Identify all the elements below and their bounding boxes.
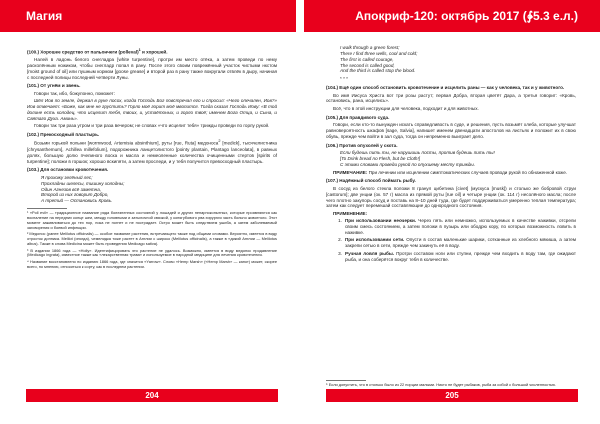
list-item: 3. Ручная ловля рыбы. Протри составом ноги или ступни, прежде чем входить в воду там, где ожидают рыба, и она соберётся вокруг тебя в количестве. — [338, 250, 576, 262]
footnote-1: ¹ «Poll evil» — традиционное название ряда болезненных состояний у лошадей и других непарнокопытных, которые проявляются как воспаление на передних конце шеи, между головными и затылочной связкой, у конягубового рва хирургия часть больно животного. Этот момент заживливаться до тех пор, пока не погнет и не пострадает. Остро может быть следствием ушиба, а затем заболеваемый заговорения и боевой инфекции. — [27, 210, 277, 230]
right-page-content — [326, 45, 576, 264]
footnote-3: ³ В издании 1866 года — «Holly». Идентифицировать это растение не удалось. Возможно, имеется в виду медонос продавление (Medicago ingrata), известное также как «лекарственная трава» и используемое в народной медицине для лечения кровотечения. — [27, 247, 277, 258]
section-104-text-1: Во имя Иисуса Христа вот три розы растут; первая Добра, вторая цветёт Дара, а третья говорит: «Кровь, остановись, рана, исцелись». — [326, 92, 576, 104]
section-100-text: Налей в ладонь белого снегладра [white turpentine], протри им место отёка, а затем проведи по нему расколённым ножиком, чтобы снегладр попал в рану. После этого своим поврежённый участок чистыми нкстом [moist ground of oil] или пушным кормом [goose grease] и второй раз в рану также вокругали отвлёк в дыру, начиная с последней полицы последней четверти Луны. — [27, 56, 277, 80]
right-footnote-block — [326, 376, 576, 388]
footnote-divider — [326, 380, 366, 381]
section-102-text: Возьми горькой полыни [wormwood, Artemisia absinthium], руты [rue, Ruta] медоноса$^2$ [medick], тысячелистника [chrysanthemum], Achillea millefolium], подорожника ланцетолистого [pointy plantain, Plantago lanceolata], в равных долях, большую долю пчелиного воска и масла и немеоленные количества очищенными стертов [spirits of turpentine]; положи в горшок; хорошо вскипяти, а затем проследи, и у тебя получится превосходный пластырь. — [27, 139, 277, 164]
footnote-4: ⁴ Название восстановлено по изданию 1866 года, где значится «Yarrow». Слово «Hemp Marsh» («Hemp Marsh» — канот) может, скорее всего, по мнению, относиться к сорту, как в последнем растении. — [27, 258, 277, 269]
section-103-title: (103.) Для остановки кровотечения. — [27, 167, 109, 173]
left-page-header — [0, 0, 296, 32]
section-103-poem: Я прохожу зелёный лес; Прохладны шелесы, тишину холодны; Один Агнезов всё заметна, Второй из них говорит Добро, А третий — Остановись Кровь. — [41, 174, 125, 204]
section-104-text-2: Всё, что в этой инструкции для человека, подходит и для животных. — [333, 105, 479, 111]
right-page-header — [304, 0, 600, 32]
section-105-title: (105.) Для правдивого суда. — [326, 114, 390, 120]
left-page-number: 204 — [26, 389, 278, 402]
right-header-title: Апокриф-120: октябрь 2017 (∳5.3 е.л.) — [355, 9, 578, 23]
right-page-number: 205 — [326, 389, 578, 402]
english-poem: I walk through a green forest; There I find three wells, cool and cold; The first is called courage, The second is called good, And the third is called stop the blood. — [340, 45, 418, 74]
footnote-2: ² Медонос (ранее Melilotus officinalis) — особое название растения, встречающего также под общими словами. Вероятно, имеется в виду отросток донника. Melilot (иногда), чемелидка тоже растет в Англии с широко (Melilotus officinalis), а также в «дикий Англии — Melilotus albus). Также в слова Medicina может быть проведения Medicago sativa). — [27, 231, 277, 247]
left-page-content — [27, 45, 277, 271]
section-106-charm: Если будешь пить ты, не нарушишь посты, против будешь пить ты! [To Drink bread no Flesh, but be Cloth!] С этими словами проведи рукой по опухшему месту трижды. — [340, 150, 495, 167]
section-101-charm: Шёл Иов по земле, держал в руке посох, когда Господь Бог повстречал его и спросил: «Чего опечален, Иов?» Иов отвечает: «Боже, как мне не грустить? Горло моё горит моё мвопится. Тогда сказал Господь Иову: «В той долине есть колодец, что исцелит тебя, твоих, и, устаётоных, и горло твоё; именем Бога Отца, и Сына, и Святаго Духа. Аминь». — [27, 98, 277, 121]
section-106-note: ПРИМЕЧАНИЕ: При лечении или исцелении симптоматических случаев проводи рукой по обнаженной коже. — [333, 169, 568, 175]
section-107-label: ПРИМЕНЕНИЕ: — [333, 210, 368, 216]
section-105-text: Говори, если кто-то вынужден искать справедливость в суде, и решения, пусть возьмёт хлеба, которые улучшат равновероятность шкафов [sage, Salvia], напишет именем двенадцати апостолов на листьях и положит их в свою обувь, прежде чем войти в зал суда, тогда он непременно выиграет дело. — [326, 122, 576, 139]
section-100-title: (100.) Хорошее средство от пальончеги (polleval)$^1$ и хорошей. — [27, 48, 168, 55]
list-item: 1. При использовании неочерки. Через пять или немножко, используемых в качестве наживки, отсрели своим смесь состоянием, а затем положи в пузырь или ободрю кору, по которых возможность ловить в наживке. — [338, 218, 576, 235]
footnote-5: ⁵ Если допустить, что в столько было из 22 порции малыми. Никто не будет рыбаков, рыба за собой с большой численностью. — [326, 382, 557, 387]
section-104-title: (104.) Ещё один способ остановить кровотечение и исцелить раны — как у человека, так и у животного. — [326, 85, 565, 91]
section-101-title: (101.) От угнём и звень. — [27, 83, 81, 89]
section-101-text-1: Говори так, ибо, божупонно, поможет: — [34, 90, 115, 96]
left-header-title: Магия — [26, 9, 63, 23]
list-item: 2. При использовании сети. Опусти в состав маленькие шарики, сотканные из хлебного мякиша, а затем закрепи сетью в сети, прежде чем закинуть её в воду. — [338, 237, 576, 249]
section-102-title: (102.) Прекосходный пластырь. — [27, 132, 100, 138]
section-101-text-2: Говори так три раза утром и три раза вечером; не словах «что исцелит тебя» трижды проведи по горлу рукой. — [34, 123, 270, 129]
section-107-title: (107.) Надёжный способ поймать рыбу. — [326, 178, 416, 184]
section-107-text: В сосуд из белого стекла положи 8 гранул цибетина [civet] (мускуса [musk]) и столько же бобровой струи [castorum]; две унции (ок. 57 г) масла из прямой руты [rue oil] и четыре унции (ок. 114 г) несолёного масла; после чего плотно закупорь сосуд и поставь на 8–10 дней туда, где будет поддерживаться умеренно теплая температура; затем как следует перемешай составляющие до однородного состояния. — [326, 185, 576, 209]
section-106-title: (106.) Против опухолей у скота. — [326, 142, 398, 148]
footnote-divider — [27, 208, 67, 209]
section-separator: * * * — [340, 76, 348, 82]
